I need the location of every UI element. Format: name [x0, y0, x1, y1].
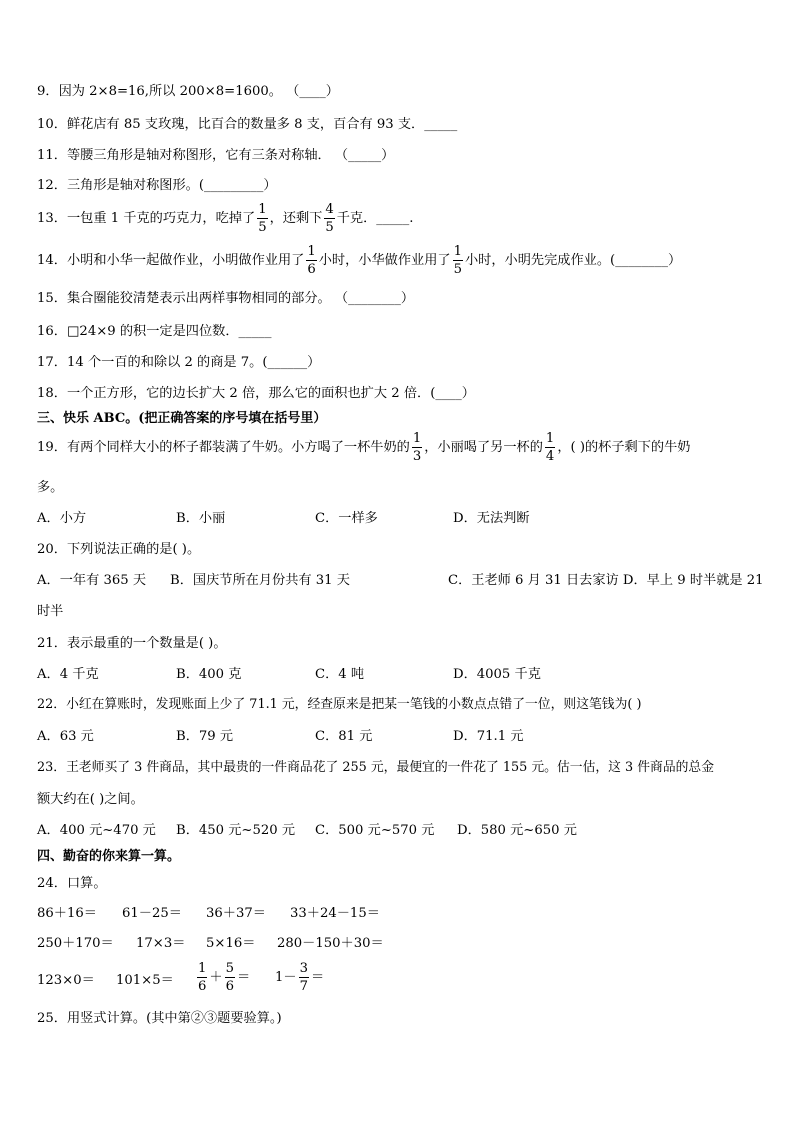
question-18: 18．一个正方形，它的边长扩大 2 倍，那么它的面积也扩大 2 倍．(____）: [37, 386, 475, 401]
equals-sign: ＝: [310, 970, 325, 986]
question-22: 22．小红在算账时，发现账面上少了 71.1 元，经查原来是把某一笔钱的小数点点错了一位，则这笔钱为( ): [37, 697, 642, 712]
calc-6: 17×3＝: [136, 936, 186, 951]
q21-option-b: B．400 克: [176, 667, 242, 682]
q13-text-c: 千克．_____.: [336, 211, 414, 227]
q19-text-a: 19．有两个同样大小的杯子都装满了牛奶。小方喝了一杯牛奶的: [37, 440, 410, 456]
q19-option-b: B．小丽: [176, 511, 226, 526]
question-19-continuation: 多。: [37, 480, 64, 495]
question-11: 11．等腰三角形是轴对称图形，它有三条对称轴． （_____）: [37, 148, 395, 163]
q19-text-b: ，小丽喝了另一杯的: [424, 440, 543, 456]
fraction: $\frac{1}{5}$: [453, 244, 462, 278]
fraction: $\frac{1}{3}$: [412, 431, 422, 465]
question-23: 23．王老师买了 3 件商品，其中最贵的一件商品花了 255 元，最便宜的一件花了 155 元。估一估，这 3 件商品的总金: [37, 760, 715, 775]
fraction: $\frac{4}{5}$: [325, 202, 334, 236]
q23-option-a: A．400 元~470 元: [37, 823, 156, 838]
q13-text-a: 13．一包重 1 千克的巧克力，吃掉了: [37, 211, 256, 227]
question-24: 24．口算。: [37, 876, 107, 891]
fraction: $\frac{1}{4}$: [545, 431, 555, 465]
q14-text-c: 小时，小明先完成作业。(________）: [465, 253, 682, 269]
calc-4: 33＋24－15＝: [290, 906, 380, 921]
q22-option-a: A．63 元: [37, 729, 94, 744]
question-17: 17．14 个一百的和除以 2 的商是 7。(______）: [37, 355, 321, 370]
calc-9: 123×0＝: [37, 973, 95, 988]
fraction: $\frac{1}{6}$: [307, 244, 316, 278]
q21-option-c: C．4 吨: [315, 667, 365, 682]
q23-option-c: C．500 元~570 元: [315, 823, 435, 838]
q20-option-a: A．一年有 365 天: [37, 573, 147, 588]
section-4-heading: 四、勤奋的你来算一算。: [37, 849, 181, 864]
q22-option-c: C．81 元: [315, 729, 373, 744]
question-15: 15．集合圈能狡清楚表示出两样事物相同的部分。 （________）: [37, 291, 415, 306]
calc-1: 86＋16＝: [37, 906, 97, 921]
q20-option-c-d: C．王老师 6 月 31 日去家访 D．早上 9 时半就是 21: [448, 573, 764, 588]
q19-option-c: C．一样多: [315, 511, 378, 526]
calc-11: [195, 962, 250, 993]
calc-2: 61－25＝: [122, 906, 182, 921]
question-10: 10．鲜花店有 85 支玫瑰，比百合的数量多 8 支，百合有 93 支．_____: [37, 117, 458, 132]
q22-option-b: B．79 元: [176, 729, 234, 744]
q19-text-c: ，( )的杯子剩下的牛奶: [557, 440, 691, 456]
q19-option-d: D．无法判断: [453, 511, 530, 526]
question-25: 25．用竖式计算。(其中第②③题要验算。): [37, 1011, 282, 1026]
calc-10: 101×5＝: [116, 973, 174, 988]
plus-sign: ＋: [209, 970, 223, 986]
question-13: [37, 203, 413, 234]
question-20: 20．下列说法正确的是( )。: [37, 542, 201, 557]
q21-option-a: A．4 千克: [37, 667, 99, 682]
calc-7: 5×16＝: [206, 936, 256, 951]
section-3-heading: 三、快乐 ABC。(把正确答案的序号填在括号里）: [37, 411, 327, 426]
q13-text-b: ，还剩下: [269, 211, 323, 227]
q23-option-d: D．580 元~650 元: [457, 823, 577, 838]
question-20-continuation: 时半: [37, 604, 64, 619]
fraction: $\frac{3}{7}$: [299, 961, 308, 995]
q22-option-d: D．71.1 元: [453, 729, 524, 744]
calc-12: [275, 962, 324, 993]
equals-sign: ＝: [236, 970, 251, 986]
question-16: 16．□24×9 的积一定是四位数．_____: [37, 324, 272, 339]
fraction: $\frac{5}{6}$: [225, 961, 234, 995]
question-12: 12．三角形是轴对称图形。(_________）: [37, 178, 277, 193]
calc-5: 250＋170＝: [37, 936, 114, 951]
q21-option-d: D．4005 千克: [453, 667, 541, 682]
q14-text-b: 小时，小华做作业用了: [318, 253, 451, 269]
fraction: $\frac{1}{5}$: [258, 202, 267, 236]
q20-option-b: B．国庆节所在月份共有 31 天: [170, 573, 350, 588]
q19-option-a: A．小方: [37, 511, 87, 526]
q23-option-b: B．450 元~520 元: [176, 823, 296, 838]
fraction: $\frac{1}{6}$: [198, 961, 207, 995]
calc-3: 36＋37＝: [206, 906, 266, 921]
question-23-continuation: 额大约在( )之间。: [37, 792, 144, 807]
question-19: [37, 432, 690, 463]
question-21: 21．表示最重的一个数量是( )。: [37, 636, 227, 651]
question-9: 9．因为 2×8=16,所以 200×8=1600。 （____）: [37, 84, 339, 99]
calc-8: 280－150＋30＝: [277, 936, 384, 951]
q14-text-a: 14．小明和小华一起做作业，小明做作业用了: [37, 253, 305, 269]
question-14: [37, 245, 681, 276]
calc-12-prefix: 1－: [275, 970, 297, 986]
